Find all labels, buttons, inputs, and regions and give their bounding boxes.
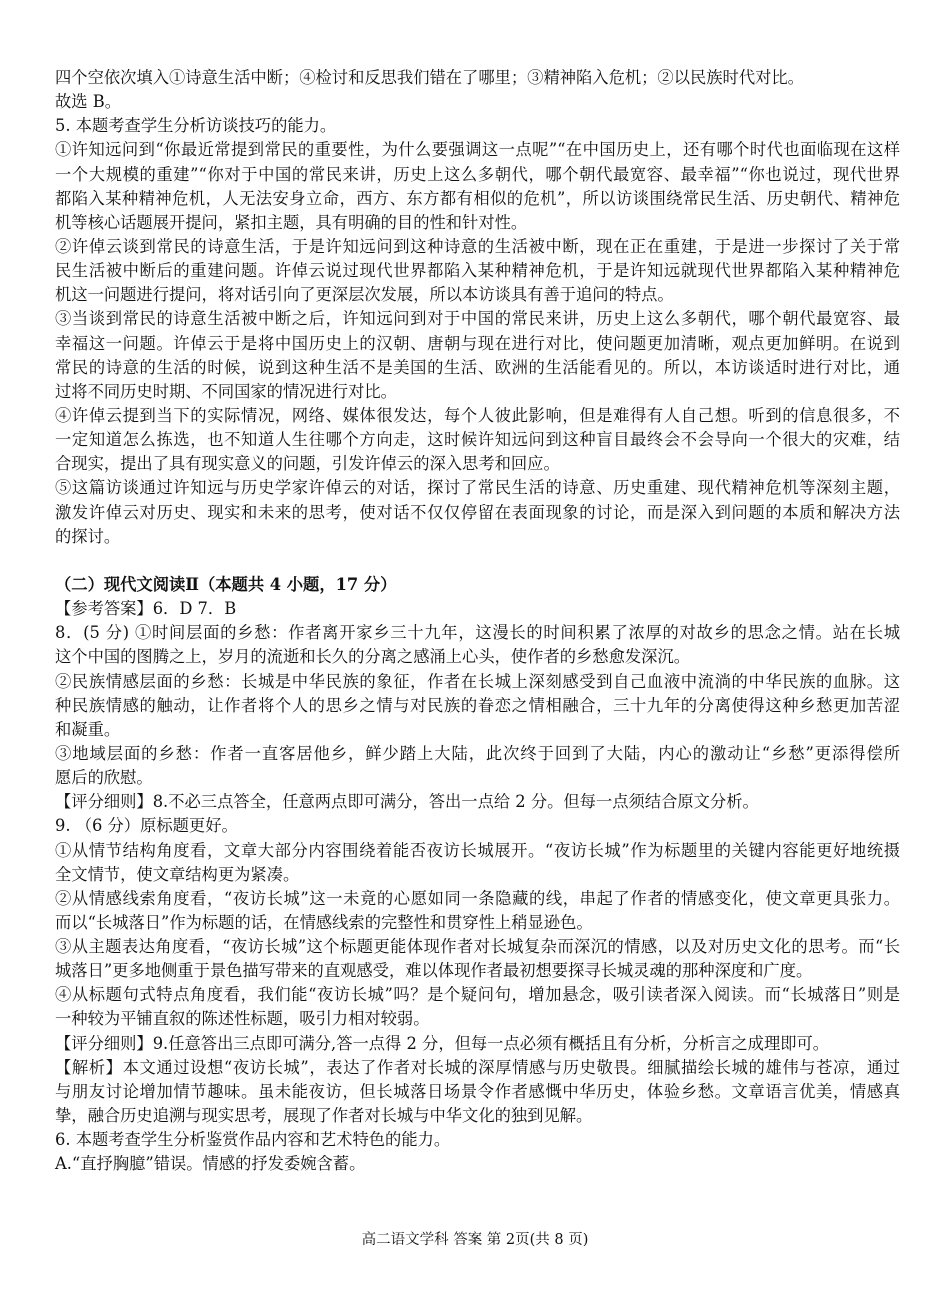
text-line: 机这一问题进行提问，将对话引向了更深层次发展，所以本访谈具有善于追问的特点。 — [55, 285, 674, 305]
text-line: 【解析】本文通过设想“夜访长城”，表达了作者对长城的深厚情感与历史敬畏。细腻描绘长城的雄伟与苍凉，通过 — [55, 1057, 900, 1077]
text-line: 四个空依次填入①诗意生活中断；④检讨和反思我们错在了哪里；③精神陷入危机；②以民族时代对比。 — [55, 68, 804, 87]
text-line: 一定知道怎么拣选，也不知道人生往哪个方向走，这时候许知远问到这种盲目最终会不会导向一个很大的灾难，结 — [55, 430, 900, 450]
text-line: 而以“长城落日”作为标题的话，在情感线索的完整性和贯穿性上稍显逊色。 — [55, 912, 593, 932]
text-line: ②民族情感层面的乡愁：长城是中华民族的象征，作者在长城上深刻感受到自己血液中流淌的中华民族的血脉。这 — [55, 671, 900, 691]
text-line: ①许知远问到“你最近常提到常民的重要性，为什么要强调这一点呢”“在中国历史上，还有哪个时代也面临现在这样 — [55, 140, 900, 160]
text-line: 机等核心话题展开提问，紧扣主题，具有明确的目的性和针对性。 — [55, 212, 528, 232]
text-line: ⑤这篇访谈通过许知远与历史学家许倬云的对话，探讨了常民生活的诗意、历史重建、现代精神危机等深刻主题， — [55, 478, 900, 498]
text-line: ④从标题句式特点角度看，我们能“夜访长城”吗？是个疑问句，增加悬念，吸引读者深入阅读。而“长城落日”则是 — [55, 985, 900, 1005]
text-line: 【参考答案】6．D 7．B — [55, 599, 237, 619]
text-line: 5. 本题考查学生分析访谈技巧的能力。 — [55, 116, 337, 136]
text-line: 【评分细则】9.任意答出三点即可满分,答一点得 2 分，但每一点必须有概括且有分析，分析言之成理即可。 — [55, 1033, 830, 1053]
text-line: 民生活被中断后的重建问题。许倬云说过现代世界都陷入某种精神危机，于是许知远就现代世界都陷入某种精神危 — [55, 261, 900, 281]
text-line: 这个中国的图腾之上，岁月的流逝和长久的分离之感涌上心头，使作者的乡愁愈发深沉。 — [55, 647, 690, 667]
text-line: 幸福这一问题。许倬云于是将中国历史上的汉朝、唐朝与现在进行对比，使问题更加清晰，观点更加鲜明。在说到 — [55, 333, 900, 353]
text-line: 激发许倬云对历史、现实和未来的思考，使对话不仅仅停留在表面现象的讨论，而是深入到问题的本质和解决方法 — [55, 502, 900, 522]
text-line: ②许倬云谈到常民的诗意生活，于是许知远问到这种诗意的生活被中断，现在正在重建，于是进一步探讨了关于常 — [55, 236, 900, 256]
page-footer: 高二语文学科 答案 第 2页(共 8 页) — [361, 1232, 589, 1248]
text-line: 全文情节，使文章结构更为紧凑。 — [55, 864, 300, 884]
text-line: ③从主题表达角度看，“夜访长城”这个标题更能体现作者对长城复杂而深沉的情感，以及对历史文化的思考。而“长 — [55, 937, 900, 957]
blank-line — [55, 549, 900, 573]
text-line: 和凝重。 — [55, 719, 121, 739]
text-line: 挚，融合历史追溯与现实思考，展现了作者对长城与中华文化的独到见解。 — [55, 1106, 593, 1126]
text-line: ①从情节结构角度看，文章大部分内容围绕着能否夜访长城展开。“夜访长城”作为标题里的关键内容能更好地统摄 — [55, 840, 900, 860]
text-line: 与朋友讨论增加情节趣味。虽未能夜访，但长城落日场景令作者感慨中华历史，体验乡愁。文章语言优美，情感真 — [55, 1081, 900, 1101]
text-line: ③当谈到常民的诗意生活被中断之后，许知远问到对于中国的常民来讲，历史上这么多朝代，哪个朝代最宽容、最 — [55, 309, 900, 329]
text-line: 的探讨。 — [55, 526, 121, 546]
text-line: 常民的诗意的生活的时候，说到这种生活不是美国的生活、欧洲的生活能看见的。所以，本访谈适时进行对比，通 — [55, 357, 900, 377]
text-line: 愿后的欣慰。 — [55, 768, 153, 788]
text-line: 合现实，提出了具有现实意义的问题，引发许倬云的深入思考和回应。 — [55, 454, 560, 474]
text-line: 9. （6 分）原标题更好。 — [55, 816, 238, 836]
text-line: ③地域层面的乡愁：作者一直客居他乡，鲜少踏上大陆，此次终于回到了大陆，内心的激动让“乡愁”更添得偿所 — [55, 743, 900, 763]
answer-sheet-body — [55, 66, 900, 1176]
text-line: （二）现代文阅读Ⅱ（本题共 4 小题，17 分） — [55, 574, 397, 594]
text-line: 一种较为平铺直叙的陈述性标题，吸引力相对较弱。 — [55, 1009, 430, 1029]
text-line: 【评分细则】8.不必三点答全，任意两点即可满分，答出一点给 2 分。但每一点须结合原文分析。 — [55, 792, 759, 812]
text-line: A.“直抒胸臆”错误。情感的抒发委婉含蓄。 — [55, 1154, 366, 1174]
text-line: 一个大规模的重建”“你对于中国的常民来讲，历史上这么多朝代，哪个朝代最宽容、最幸福”“你也说过，现代世界 — [55, 164, 900, 184]
text-line: 城落日”更多地侧重于景色描写带来的直观感受，难以体现作者最初想要探寻长城灵魂的那种深度和广度。 — [55, 961, 813, 981]
text-line: 8．(5 分) ①时间层面的乡愁：作者离开家乡三十九年，这漫长的时间积累了浓厚的对故乡的思念之情。站在长城 — [55, 623, 900, 643]
text-line: 都陷入某种精神危机，人无法安身立命，西方、东方都有相似的危机”，所以访谈围绕常民生活、历史朝代、精神危 — [55, 188, 900, 208]
text-line: 故选 B。 — [55, 92, 121, 112]
text-line: ④许倬云提到当下的实际情况，网络、媒体很发达，每个人彼此影响，但是难得有人自己想。听到的信息很多，不 — [55, 405, 900, 425]
text-line: ②从情感线索角度看，“夜访长城”这一未竟的心愿如同一条隐藏的线，串起了作者的情感变化，使文章更具张力。 — [55, 888, 900, 908]
text-line: 种民族情感的触动，让作者将个人的思乡之情与对民族的眷恋之情相融合，三十九年的分离使得这种乡愁更加苦涩 — [55, 695, 900, 715]
text-line: 过将不同历史时期、不同国家的情况进行对比。 — [55, 381, 397, 401]
text-line: 6. 本题考查学生分析鉴赏作品内容和艺术特色的能力。 — [55, 1130, 451, 1150]
